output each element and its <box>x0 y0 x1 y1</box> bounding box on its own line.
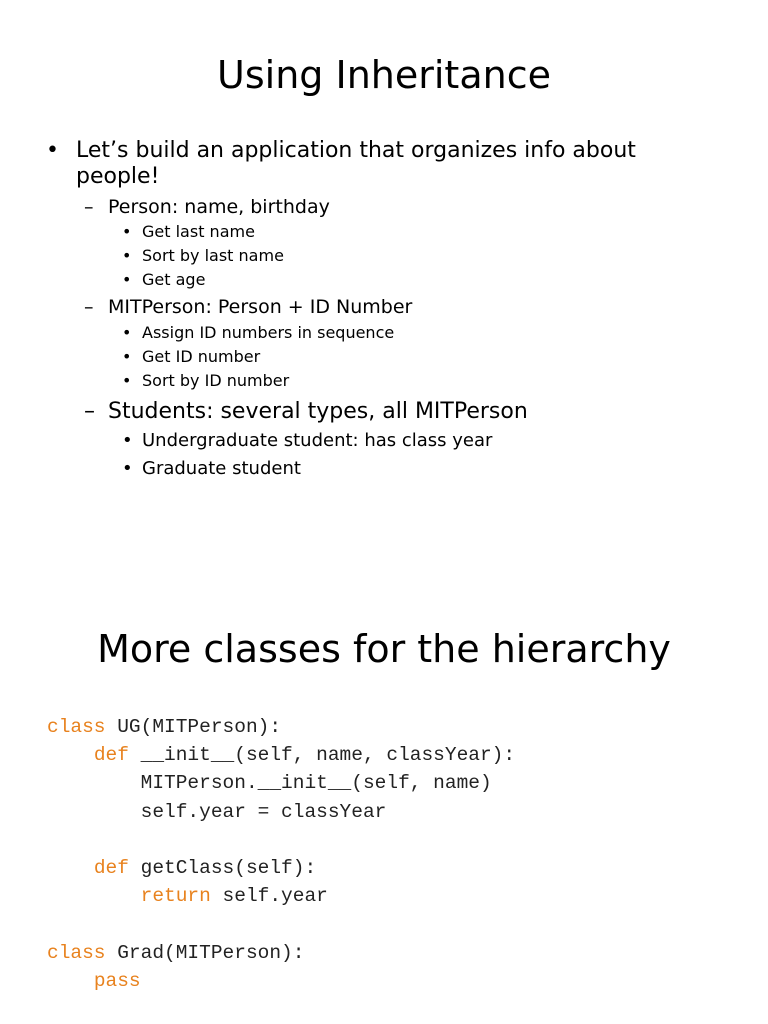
code-line <box>47 798 515 826</box>
code-text: __init__(self, name, classYear): <box>128 744 516 767</box>
bullet-marker: • <box>122 246 132 265</box>
code-keyword: def <box>93 856 129 879</box>
bullet-marker: • <box>122 430 133 451</box>
code-line <box>47 967 515 995</box>
dash-marker: – <box>84 196 94 218</box>
bullet-text-continued: people! <box>76 164 160 189</box>
code-text: self.year = classYear <box>140 800 387 823</box>
list-item-text: Get last name <box>142 222 255 241</box>
list-item-text: Get age <box>142 270 206 289</box>
code-line <box>47 882 515 910</box>
sub-bullet-text: MITPerson: Person + ID Number <box>108 296 413 318</box>
code-keyword: class <box>47 716 106 738</box>
code-line <box>47 826 515 854</box>
bullet-marker: • <box>122 347 132 366</box>
bullet-marker: • <box>122 323 132 342</box>
code-text: self.year <box>210 885 328 908</box>
slide-title: More classes for the hierarchy <box>97 627 671 671</box>
code-line <box>47 854 515 882</box>
code-line <box>47 939 515 967</box>
code-text: MITPerson.__init__(self, name) <box>140 772 492 795</box>
list-item-text: Assign ID numbers in sequence <box>142 323 395 342</box>
code-line <box>47 769 515 797</box>
slide-more-classes <box>0 512 768 1024</box>
code-line <box>47 910 515 938</box>
code-keyword: def <box>93 744 129 767</box>
list-item-text: Get ID number <box>142 347 261 366</box>
bullet-marker: • <box>122 270 132 289</box>
bullet-marker: • <box>122 458 133 479</box>
dash-marker: – <box>84 399 95 424</box>
code-text: UG(MITPerson): <box>105 716 282 738</box>
code-block <box>47 713 515 995</box>
code-text: getClass(self): <box>128 856 317 879</box>
code-text: Grad(MITPerson): <box>105 941 305 964</box>
code-line <box>47 741 515 769</box>
code-keyword: class <box>47 941 106 964</box>
dash-marker: – <box>84 296 94 318</box>
sub-bullet-text: Person: name, birthday <box>108 196 330 218</box>
bullet-marker: • <box>122 371 132 390</box>
slide-title: Using Inheritance <box>217 53 551 97</box>
code-keyword: return <box>140 885 211 908</box>
bullet-marker: • <box>122 222 132 241</box>
list-item-text: Sort by last name <box>142 246 284 265</box>
code-keyword: pass <box>93 969 141 992</box>
sub-bullet-text: Students: several types, all MITPerson <box>108 399 528 424</box>
bullet-marker: • <box>46 138 59 163</box>
list-item-text: Sort by ID number <box>142 371 290 390</box>
code-line <box>47 713 515 741</box>
bullet-text: Let’s build an application that organizes info about <box>76 138 636 163</box>
list-item-text: Undergraduate student: has class year <box>142 430 493 451</box>
list-item-text: Graduate student <box>142 458 301 479</box>
